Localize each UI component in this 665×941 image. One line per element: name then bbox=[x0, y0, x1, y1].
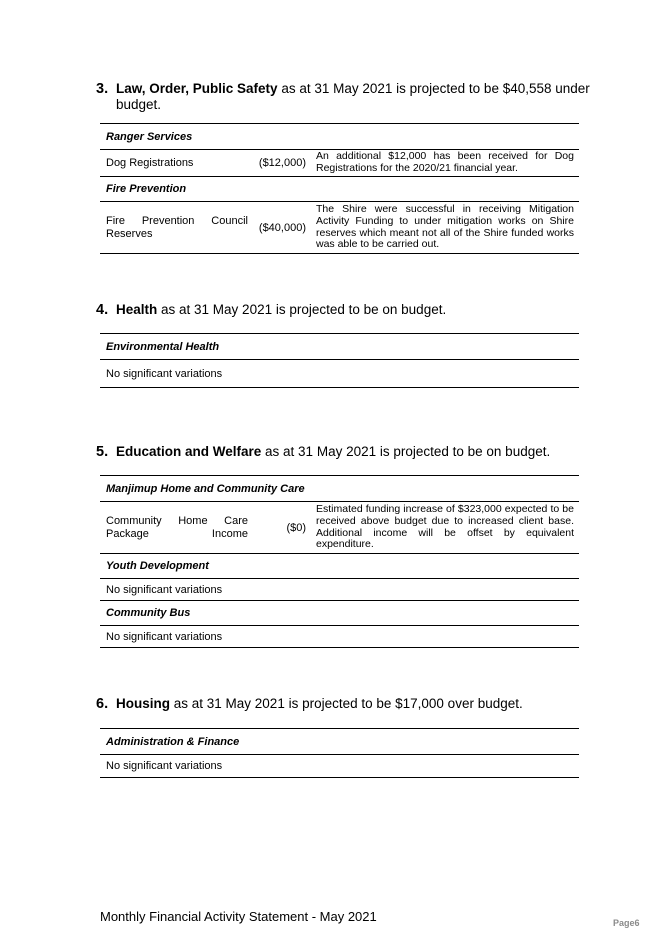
section-title: Law, Order, Public Safety bbox=[116, 81, 278, 96]
category-label: Environmental Health bbox=[106, 340, 220, 353]
item-note: The Shire were successful in receiving Mitigation Activity Funding to under mitigation works on Shire reserves which meant not all of the Shire funded works was able to be carried out. bbox=[316, 203, 574, 251]
section-number: 4. bbox=[96, 302, 109, 318]
item-amount: ($40,000) bbox=[258, 221, 306, 234]
section-title: Housing bbox=[116, 696, 170, 711]
row-text: No significant variations bbox=[106, 760, 223, 772]
section-4-table bbox=[100, 333, 579, 388]
category-row bbox=[100, 601, 579, 626]
section-6-table bbox=[100, 728, 579, 778]
section-text-continued: budget. bbox=[116, 97, 162, 112]
section-number: 5. bbox=[96, 444, 109, 460]
page-number: Page6 bbox=[613, 918, 640, 928]
item-note: An additional $12,000 has been received for Dog Registrations for the 2020/21 financial year. bbox=[316, 150, 574, 174]
category-row bbox=[100, 334, 579, 360]
table-row bbox=[100, 360, 579, 388]
item-amount: ($0) bbox=[286, 521, 306, 534]
item-name: Fire Prevention Council Reserves bbox=[106, 214, 248, 240]
category-row bbox=[100, 177, 579, 202]
category-label: Manjimup Home and Community Care bbox=[106, 482, 305, 495]
section-number: 6. bbox=[96, 696, 109, 712]
table-row bbox=[100, 150, 579, 177]
table-row bbox=[100, 626, 579, 648]
section-text: as at 31 May 2021 is projected to be on budget. bbox=[157, 302, 447, 317]
section-text: as at 31 May 2021 is projected to be $40,558 under bbox=[277, 81, 590, 96]
category-row bbox=[100, 554, 579, 579]
table-row bbox=[100, 202, 579, 254]
section-3-table bbox=[100, 123, 579, 254]
row-text: No significant variations bbox=[106, 367, 223, 380]
section-text: as at 31 May 2021 is projected to be $17,000 over budget. bbox=[170, 696, 523, 711]
item-name: Dog Registrations bbox=[106, 156, 194, 169]
item-amount: ($12,000) bbox=[258, 157, 306, 169]
section-text: as at 31 May 2021 is projected to be on budget. bbox=[261, 444, 551, 459]
category-label: Fire Prevention bbox=[106, 183, 187, 195]
section-4-heading bbox=[96, 302, 604, 318]
category-row bbox=[100, 124, 579, 150]
category-label: Ranger Services bbox=[106, 130, 193, 143]
category-label: Community Bus bbox=[106, 607, 191, 619]
row-text: No significant variations bbox=[106, 630, 223, 643]
section-number: 3. bbox=[96, 81, 109, 97]
table-row bbox=[100, 579, 579, 601]
table-row bbox=[100, 755, 579, 778]
footer-title: Monthly Financial Activity Statement - May 2021 bbox=[100, 909, 377, 924]
row-text: No significant variations bbox=[106, 583, 223, 596]
item-name: Community Home Care Package Income bbox=[106, 514, 248, 540]
table-row bbox=[100, 502, 579, 554]
section-5-table bbox=[100, 475, 579, 648]
category-row bbox=[100, 476, 579, 502]
section-title: Education and Welfare bbox=[116, 444, 262, 459]
category-label: Administration & Finance bbox=[106, 735, 240, 748]
item-note: Estimated funding increase of $323,000 expected to be received above budget due to increased client base. Additional income will be offset by equivalent expenditure. bbox=[316, 503, 574, 551]
section-3-heading bbox=[96, 81, 604, 113]
category-label: Youth Development bbox=[106, 560, 209, 572]
section-title: Health bbox=[116, 302, 158, 317]
section-5-heading bbox=[96, 444, 604, 460]
category-row bbox=[100, 729, 579, 755]
section-6-heading bbox=[96, 696, 604, 712]
